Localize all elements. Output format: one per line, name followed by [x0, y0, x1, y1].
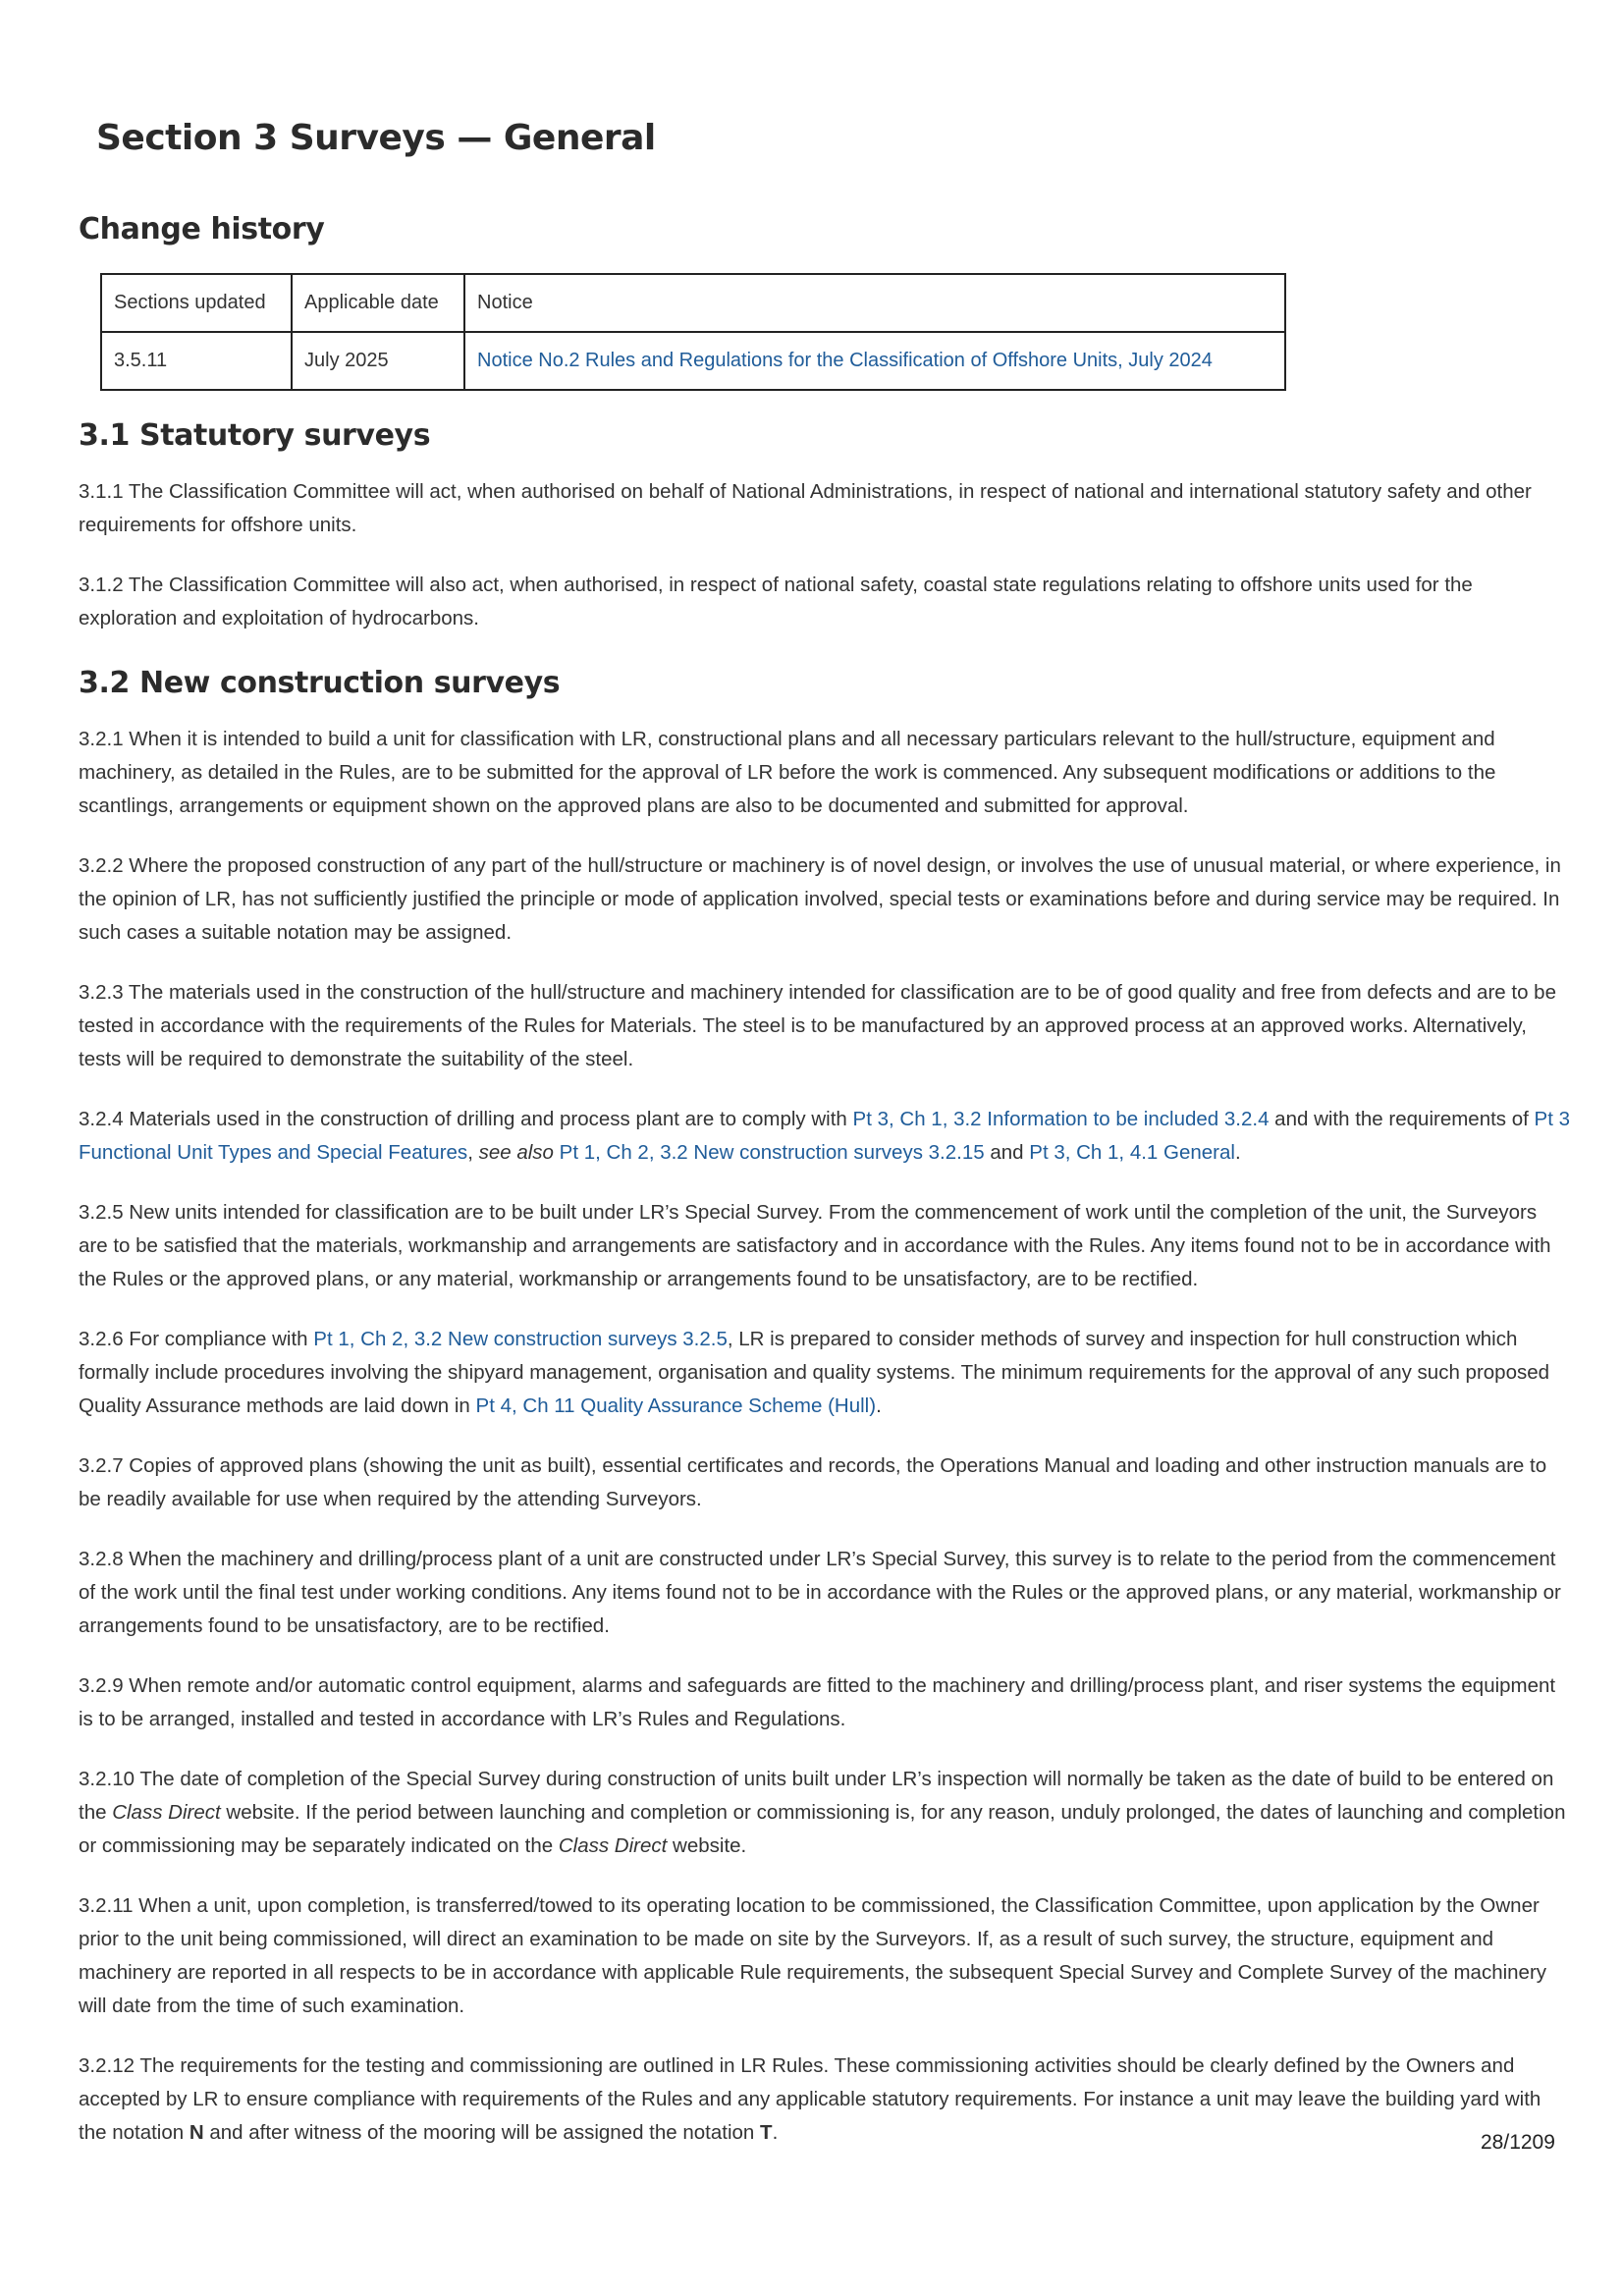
statutory-surveys-heading: 3.1 Statutory surveys [79, 418, 431, 453]
link-pt1-ch2-3-2-15[interactable]: Pt 1, Ch 2, 3.2 New construction surveys 3.2.15 [559, 1141, 985, 1164]
paragraph-3-2-10: 3.2.10 The date of completion of the Special Survey during construction of units built under LR’s inspection will normally be taken as the date of build to be entered on the Class Direct website. If the period between launching and completion or commissioning is, for any reason, unduly prolonged, the dates of launching and completion or commissioning may be separately indicated on the Class Direct website. [79, 1768, 1566, 1857]
table-header-row [101, 274, 1285, 332]
paragraph-3-2-2: 3.2.2 Where the proposed construction of any part of the hull/structure or machinery is of novel design, or involves the use of unusual material, or where experience, in the opinion of LR, has not sufficiently justified the principle or mode of application involved, special tests or examinations before and during service may be required. In such cases a suitable notation may be assigned. [79, 854, 1561, 944]
table-row [101, 332, 1285, 390]
header-sections-updated: Sections updated [101, 274, 292, 332]
paragraph-3-2-11: 3.2.11 When a unit, upon completion, is transferred/towed to its operating location to be commissioned, the Classification Committee, upon application by the Owner prior to the unit being commissioned, will direct an examination to be made on site by the Surveyors. If, as a result of such survey, the structure, equipment and machinery are reported in all respects to be in accordance with applicable Rule requirements, the subsequent Special Survey and Complete Survey of the machinery will date from the time of such examination. [79, 1894, 1547, 2017]
paragraph-3-2-8: 3.2.8 When the machinery and drilling/process plant of a unit are constructed under LR’s Special Survey, this survey is to relate to the period from the commencement of the work until the final test under working conditions. Any items found not to be in accordance with the Rules or the approved plans, or any material, workmanship or arrangements found to be unsatisfactory, are to be rectified. [79, 1548, 1561, 1637]
paragraph-3-2-6: 3.2.6 For compliance with Pt 1, Ch 2, 3.2 New construction surveys 3.2.5, LR is prepared to consider methods of survey and inspection for hull construction which formally include procedures involving the shipyard management, organisation and quality systems. The minimum requirements for the approval of any such proposed Quality Assurance methods are laid down in Pt 4, Ch 11 Quality Assurance Scheme (Hull). [79, 1328, 1550, 1417]
paragraph-3-2-3: 3.2.3 The materials used in the construction of the hull/structure and machinery intended for classification are to be of good quality and free from defects and are to be tested in accordance with the requirements of the Rules for Materials. The steel is to be manufactured by an approved process at an approved works. Alternatively, tests will be required to demonstrate the suitability of the steel. [79, 981, 1556, 1070]
change-history-heading: Change history [79, 212, 325, 246]
header-applicable-date: Applicable date [292, 274, 464, 332]
link-pt3-functional-unit-types[interactable]: Pt 3 Functional Unit Types and Special Features [79, 1108, 1571, 1164]
paragraph-3-1-1: 3.1.1 The Classification Committee will act, when authorised on behalf of National Administrations, in respect of national and international statutory safety and other requirements for offshore units. [79, 480, 1532, 536]
paragraph-3-1-2: 3.1.2 The Classification Committee will also act, when authorised, in respect of national safety, coastal state regulations relating to offshore units used for the exploration and exploitation of hydrocarbons. [79, 574, 1473, 629]
paragraph-3-2-12: 3.2.12 The requirements for the testing and commissioning are outlined in LR Rules. These commissioning activities should be clearly defined by the Owners and accepted by LR to ensure compliance with requirements of the Rules and any applicable statutory requirements. For instance a unit may leave the building yard with the notation N and after witness of the mooring will be assigned the notation T. [79, 2054, 1541, 2144]
page-number: 28/1209 [1481, 2131, 1555, 2154]
paragraph-3-2-5: 3.2.5 New units intended for classification are to be built under LR’s Special Survey. From the commencement of work until the completion of the unit, the Surveyors are to be satisfied that the materials, workmanship and arrangements are satisfactory and in accordance with the Rules. Any items found not to be in accordance with the Rules or the approved plans, or any material, workmanship or arrangements found to be unsatisfactory, are to be rectified. [79, 1201, 1551, 1290]
cell-date: July 2025 [292, 332, 464, 390]
notice-link[interactable]: Notice No.2 Rules and Regulations for the Classification of Offshore Units, July 2024 [477, 350, 1213, 371]
link-pt4-ch11-quality-assurance[interactable]: Pt 4, Ch 11 Quality Assurance Scheme (Hull) [475, 1394, 877, 1417]
link-pt3-ch1-3-2[interactable]: Pt 3, Ch 1, 3.2 Information to be included 3.2.4 [852, 1108, 1270, 1130]
paragraph-3-2-4: 3.2.4 Materials used in the construction of drilling and process plant are to comply with Pt 3, Ch 1, 3.2 Information to be included 3.2.4 and with the requirements of Pt 3 Functional Unit Types and Special Features, see also Pt 1, Ch 2, 3.2 New construction surveys 3.2.15 and Pt 3, Ch 1, 4.1 General. [79, 1108, 1571, 1164]
paragraph-3-2-9: 3.2.9 When remote and/or automatic control equipment, alarms and safeguards are fitted to the machinery and drilling/process plant, and riser systems the equipment is to be arranged, installed and tested in accordance with LR’s Rules and Regulations. [79, 1674, 1556, 1730]
change-history-table [100, 273, 1286, 391]
cell-notice [464, 332, 1285, 390]
section-title: Section 3 Surveys — General [96, 118, 656, 158]
new-construction-surveys-body [79, 723, 1571, 2150]
paragraph-3-2-7: 3.2.7 Copies of approved plans (showing the unit as built), essential certificates and records, the Operations Manual and loading and other instruction manuals are to be readily available for use when required by the attending Surveyors. [79, 1454, 1547, 1510]
paragraph-3-2-1: 3.2.1 When it is intended to build a unit for classification with LR, constructional plans and all necessary particulars relevant to the hull/structure, equipment and machinery, as detailed in the Rules, are to be submitted for the approval of LR before the work is commenced. Any subsequent modifications or additions to the scantlings, arrangements or equipment shown on the approved plans are also to be documented and submitted for approval. [79, 728, 1496, 817]
link-pt1-ch2-3-2-5[interactable]: Pt 1, Ch 2, 3.2 New construction surveys 3.2.5 [313, 1328, 728, 1350]
header-notice: Notice [464, 274, 1285, 332]
cell-section: 3.5.11 [101, 332, 292, 390]
statutory-surveys-body [79, 475, 1571, 635]
link-pt3-ch1-4-1[interactable]: Pt 3, Ch 1, 4.1 General [1029, 1141, 1235, 1164]
new-construction-surveys-heading: 3.2 New construction surveys [79, 666, 561, 700]
